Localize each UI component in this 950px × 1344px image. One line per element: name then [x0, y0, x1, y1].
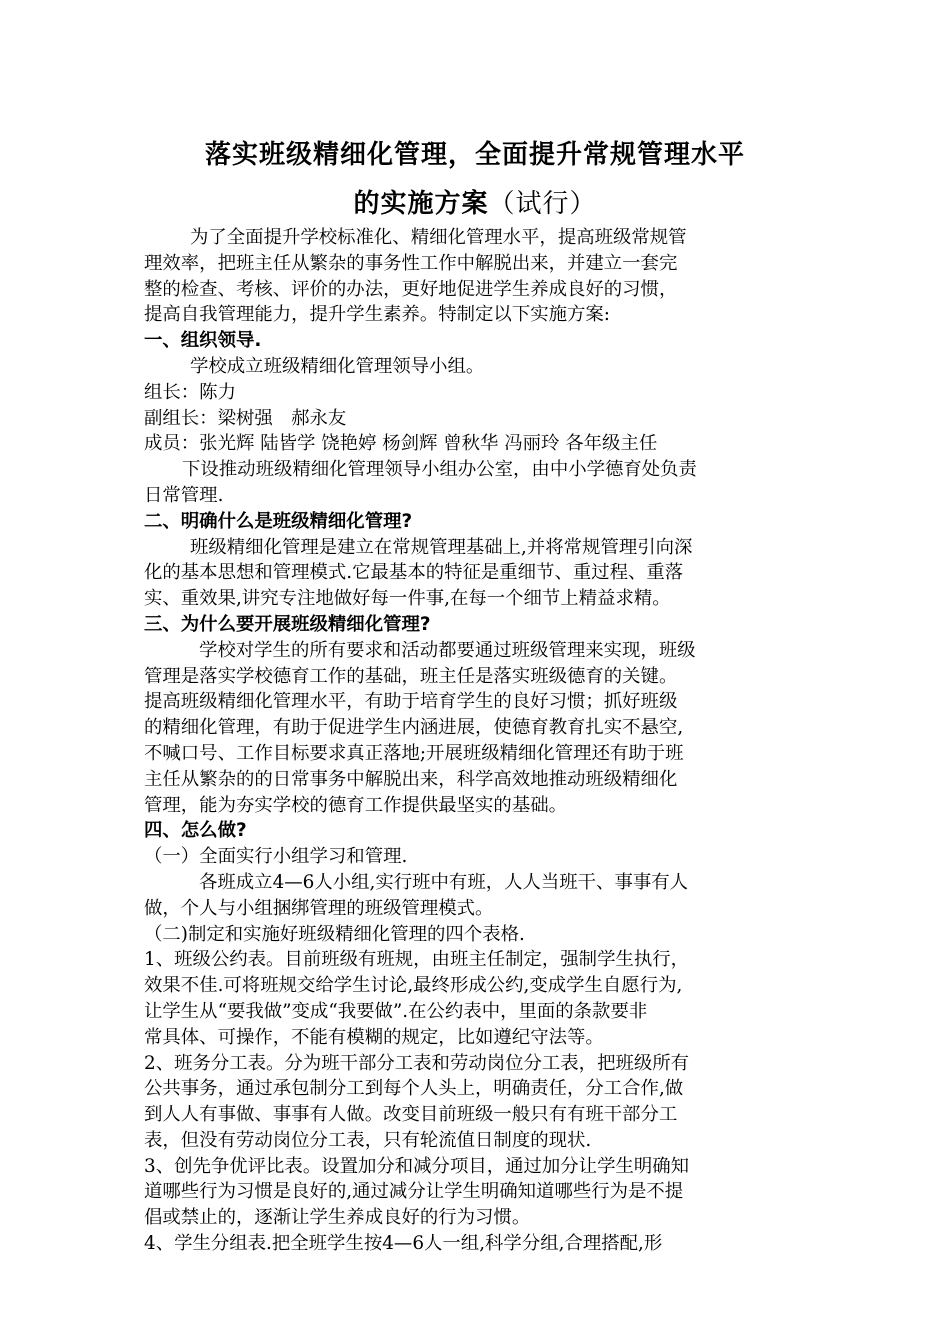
- paragraph-line: 班级精细化管理是建立在常规管理基础上,并将常规管理引向深: [190, 536, 693, 558]
- list-item-line: 常具体、可操作，不能有模糊的规定，比如遵纪守法等。: [144, 1026, 604, 1048]
- list-item-line: 到人人有事做、事事有人做。改变目前班级一般只有有班干部分工: [144, 1104, 678, 1126]
- list-item-line: 2、班务分工表。分为班干部分工表和劳动岗位分工表，把班级所有: [144, 1052, 690, 1074]
- deputy-leader-line: 副组长：梁树强 郝永友: [144, 407, 347, 429]
- intro-line: 为了全面提升学校标准化、精细化管理水平，提高班级常规管: [190, 227, 687, 248]
- title-suffix: （试行）: [488, 189, 597, 219]
- document-title-line-1: 落实班级精细化管理，全面提升常规管理水平: [204, 140, 745, 170]
- intro-line: 整的检查、考核、评价的办法，更好地促进学生养成良好的习惯，: [144, 278, 678, 300]
- list-item-line: 1、班级公约表。目前班级有班规，由班主任制定，强制学生执行，: [144, 949, 690, 971]
- paragraph-line: 提高班级精细化管理水平，有助于培育学生的良好习惯；抓好班级: [144, 691, 678, 713]
- list-item-line: 3、创先争优评比表。设置加分和减分项目，通过加分让学生明确知: [144, 1155, 690, 1177]
- paragraph-line: 不喊口号、工作目标要求真正落地;开展班级精细化管理还有助于班: [144, 742, 684, 764]
- list-item-line: 倡或禁止的，逐渐让学生养成良好的行为习惯。: [144, 1207, 531, 1229]
- intro-line: 理效率，把班主任从繁杂的事务性工作中解脱出来，并建立一套完: [144, 252, 678, 274]
- section-heading-1: 一、组织领导.: [144, 330, 262, 352]
- subsection-heading-2: （二)制定和实施好班级精细化管理的四个表格.: [144, 923, 525, 945]
- paragraph-line: 学校成立班级精细化管理领导小组。: [190, 355, 485, 377]
- paragraph-line: 各班成立4—6人小组,实行班中有班，人人当班干、事事有人: [199, 871, 689, 893]
- intro-line: 提高自我管理能力，提升学生素养。特制定以下实施方案:: [144, 304, 610, 326]
- paragraph-line: 做，个人与小组捆绑管理的班级管理模式。: [144, 897, 494, 919]
- paragraph-line: 日常管理.: [144, 484, 224, 506]
- document-body: [144, 225, 816, 1257]
- paragraph-line: 管理，能为夯实学校的德育工作提供最坚实的基础。: [144, 794, 567, 816]
- members-line: 成员：张光辉 陆皆学 饶艳婷 杨剑辉 曾秋华 冯丽玲 各年级主任: [144, 433, 658, 455]
- list-item-line: 公共事务，通过承包制分工到每个人头上，明确责任，分工合作,做: [144, 1078, 684, 1100]
- title-main: 的实施方案: [353, 189, 489, 219]
- document-title-line-2: [0, 183, 950, 220]
- list-item-line: 表，但没有劳动岗位分工表，只有轮流值日制度的现状.: [144, 1129, 592, 1151]
- subsection-heading-1: （一）全面实行小组学习和管理.: [144, 846, 408, 868]
- paragraph-line: 实、重效果,讲究专注地做好每一件事,在每一个细节上精益求精。: [144, 588, 671, 610]
- section-heading-4: 四、怎么做?: [144, 820, 247, 842]
- section-heading-2: 二、明确什么是班级精细化管理?: [144, 510, 413, 532]
- paragraph-line: 化的基本思想和管理模式.它最基本的特征是重细节、重过程、重落: [144, 562, 684, 584]
- list-item-line: 效果不佳.可将班规交给学生讨论,最终形成公约,变成学生自愿行为,: [144, 975, 683, 997]
- list-item-line: 让学生从“要我做”变成“我要做”.在公约表中，里面的条款要非: [144, 1000, 648, 1022]
- section-heading-3: 三、为什么要开展班级精细化管理?: [144, 613, 431, 635]
- list-item-line: 4、学生分组表.把全班学生按4—6人一组,科学分组,合理搭配,形: [144, 1233, 663, 1255]
- paragraph-line: 下设推动班级精细化管理领导小组办公室，由中小学德育处负责: [182, 459, 697, 481]
- paragraph-line: 管理是落实学校德育工作的基础，班主任是落实班级德育的关键。: [144, 665, 678, 687]
- paragraph-line: 主任从繁杂的的日常事务中解脱出来，科学高效地推动班级精细化: [144, 768, 678, 790]
- paragraph-line: 的精细化管理，有助于促进学生内涵进展，使德育教育扎实不悬空,: [144, 717, 684, 739]
- leader-line: 组长：陈力: [144, 381, 236, 403]
- paragraph-line: 学校对学生的所有要求和活动都要通过班级管理来实现，班级: [199, 639, 696, 661]
- list-item-line: 道哪些行为习惯是良好的,通过减分让学生明确知道哪些行为是不提: [144, 1181, 684, 1203]
